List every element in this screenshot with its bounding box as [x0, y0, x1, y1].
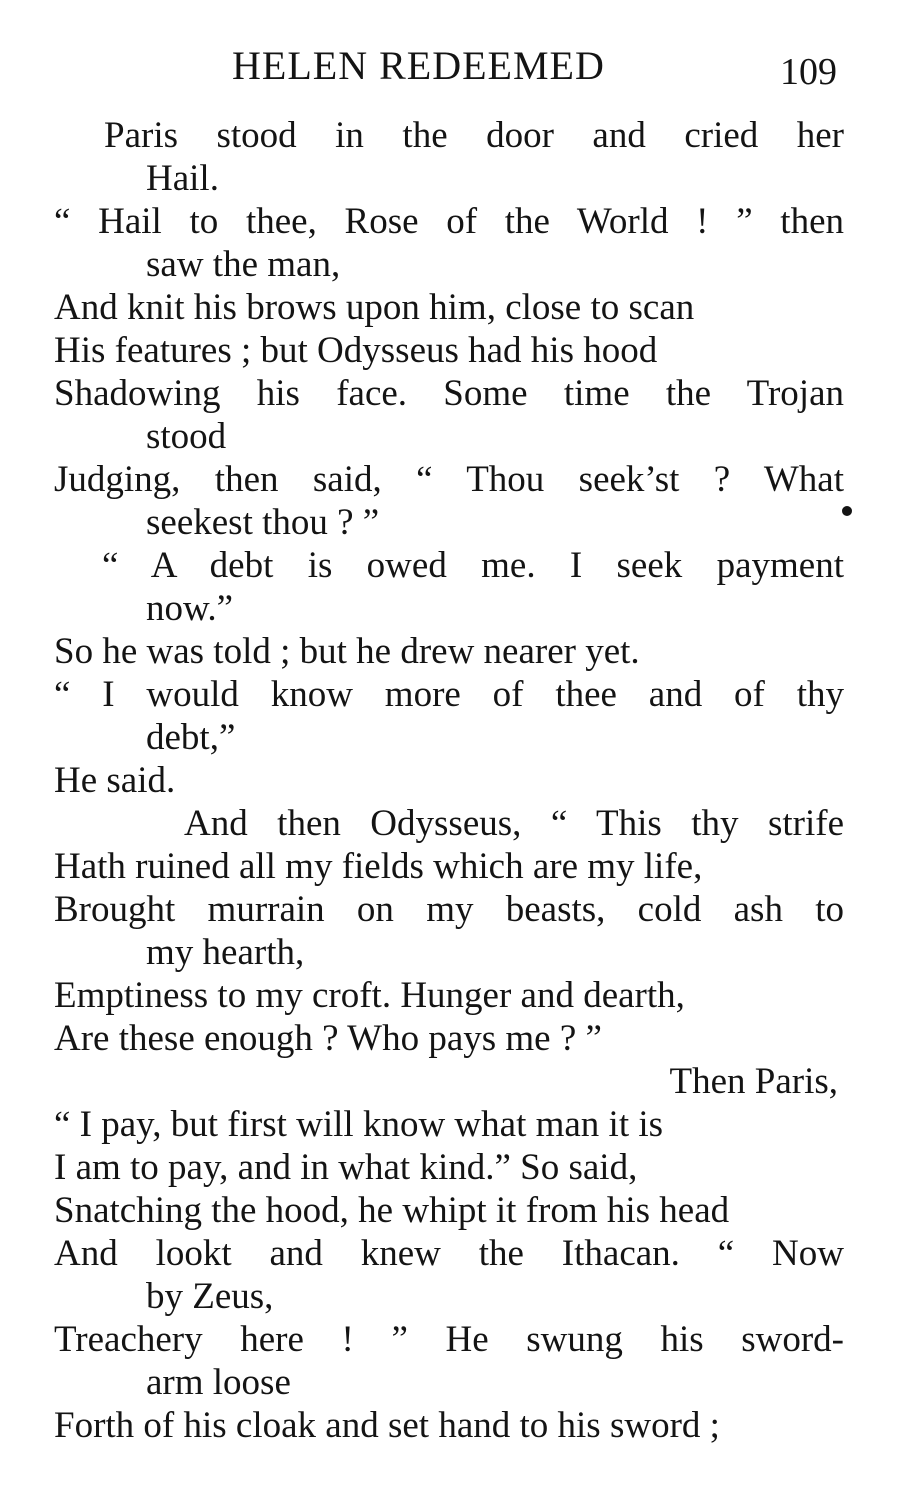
text-line: And then Odysseus, “ This thy strife [184, 803, 844, 844]
text-line: And lookt and knew the Ithacan. “ Now [54, 1233, 844, 1274]
text-line: now.” [146, 588, 233, 629]
text-line: “ I pay, but first will know what man it is [54, 1104, 664, 1145]
text-line: Emptiness to my croft. Hunger and dearth, [54, 975, 685, 1016]
text-line: Treachery here ! ” He swung his sword- [54, 1319, 844, 1360]
running-title: HELEN REDEEMED [232, 43, 605, 88]
ink-speck [842, 506, 852, 516]
text-line: stood [146, 416, 227, 457]
text-line: Then Paris, [669, 1061, 838, 1102]
text-line: Hail. [146, 158, 219, 199]
page-number: 109 [780, 51, 837, 93]
text-line: So he was told ; but he drew nearer yet. [54, 631, 640, 672]
text-line: Paris stood in the door and cried her [104, 115, 844, 156]
text-line: Snatching the hood, he whipt it from his head [54, 1190, 730, 1231]
text-line: seekest thou ? ” [146, 502, 380, 543]
text-line: saw the man, [146, 244, 341, 285]
text-line: arm loose [146, 1362, 291, 1403]
poem-text [44, 114, 844, 1447]
text-line: Shadowing his face. Some time the Trojan [54, 373, 844, 414]
text-line: Judging, then said, “ Thou seek’st ? What [54, 459, 844, 500]
text-line: Are these enough ? Who pays me ? ” [54, 1018, 602, 1059]
text-line: by Zeus, [146, 1276, 274, 1317]
text-line: I am to pay, and in what kind.” So said, [54, 1147, 638, 1188]
text-line: He said. [54, 760, 176, 801]
text-line: And knit his brows upon him, close to scan [54, 287, 695, 328]
text-line: Forth of his cloak and set hand to his sword ; [54, 1405, 720, 1446]
page-header [0, 38, 900, 94]
text-line: His features ; but Odysseus had his hood [54, 330, 658, 371]
text-line: Brought murrain on my beasts, cold ash to [54, 889, 844, 930]
text-line: Hath ruined all my fields which are my life, [54, 846, 703, 887]
text-line: “ I would know more of thee and of thy [54, 674, 844, 715]
text-line: “ A debt is owed me. I seek payment [102, 545, 844, 586]
text-line: debt,” [146, 717, 236, 758]
text-line: my hearth, [146, 932, 305, 973]
text-line: “ Hail to thee, Rose of the World ! ” then [54, 201, 844, 242]
